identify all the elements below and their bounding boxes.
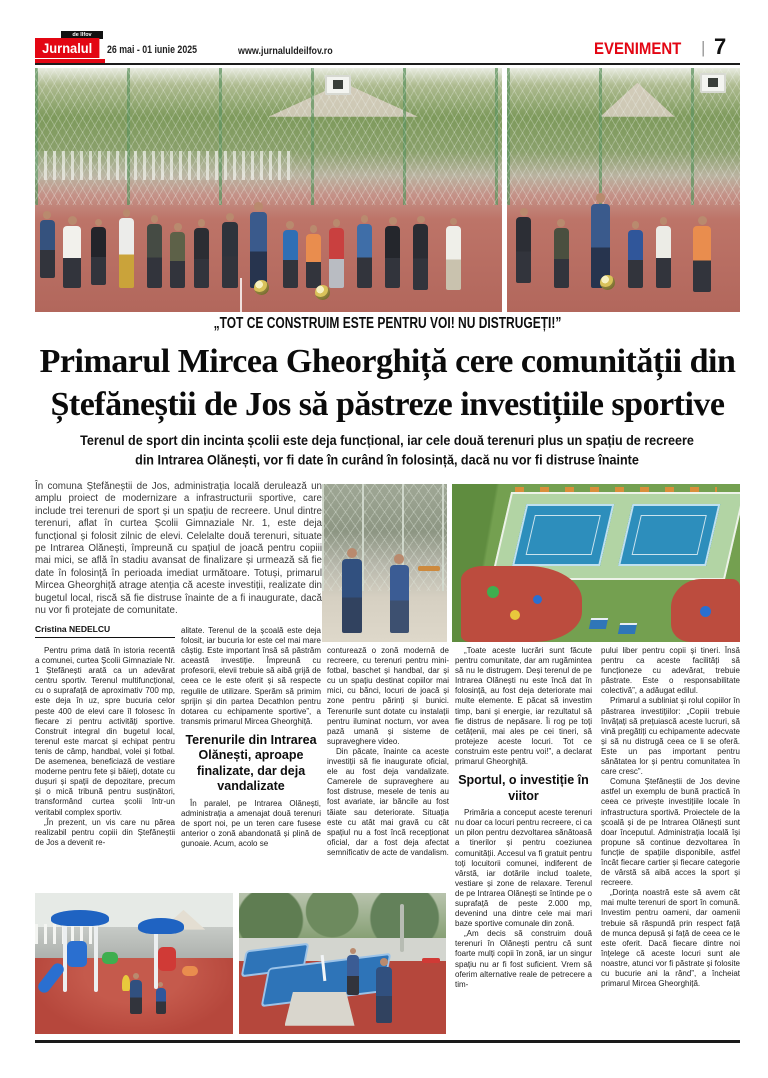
header-rule — [35, 63, 740, 65]
person-figure — [413, 216, 428, 291]
play-toy — [122, 975, 130, 991]
person-figure — [222, 213, 238, 288]
soccer-ball-icon — [315, 285, 330, 300]
basketball-backboard-icon — [325, 75, 351, 95]
play-structure-pole — [94, 918, 98, 991]
official-figure — [390, 554, 409, 633]
header-separator: | — [701, 38, 706, 57]
paragraph: alitate. Terenul de la școală este deja folosit, iar bucuria lor este cel mai mare câștig. Este important însă să păstrăm această investiție. Împreună cu profesorii, elevii trebuie să aibă grijă de ceea ce le este oferit și să respecte regulile de utilizare. Sperăm să primim sprijin și din partea Decathlon pentru dotarea cu echipamente sportive”, a transmis primarul Mircea Gheorghiță. — [181, 626, 321, 726]
person-figure — [306, 225, 321, 288]
photo-pingpong-tables — [239, 893, 446, 1034]
person-figure — [130, 973, 142, 1014]
paragraph: pului liber pentru copii și tineri. Însă pentru ca aceste facilități să funcționeze cu adevărat, trebuie păstrate. Este o responsabilitate colectivă”, a adăugat edilul. — [601, 646, 740, 696]
paragraph: Din păcate, înainte ca aceste investiții să fie inaugurate oficial, ele au fost deja vandalizate. Camerele de supraveghere au fost distruse, mesele de tenis au fost avariate, iar băncile au fost tăiate sau deteriorate. Situația este cu atât mai gravă cu cât spațiul nu a fost încă recepționat oficial, dar a fost deja afectat semnificativ de acte de vandalism. — [327, 746, 449, 857]
play-equipment-icon — [700, 606, 711, 617]
article-column-3 — [327, 646, 449, 889]
play-panel — [182, 966, 198, 976]
person-figure — [329, 219, 344, 288]
column-text — [181, 799, 321, 849]
person-figure — [283, 221, 298, 288]
logo-subtitle: de Ilfov — [61, 31, 103, 39]
mayor-figure — [591, 193, 610, 288]
logo-title: Jurnalul — [35, 38, 99, 58]
article-headline: Primarul Mircea Gheorghiță cere comunității din Ștefăneștii de Jos să păstreze investițiile sportive — [39, 343, 736, 423]
website-url: www.jurnaluldeilfov.ro — [238, 45, 333, 57]
official-figure — [342, 548, 362, 633]
goal-post — [400, 904, 404, 952]
paragraph: Comuna Ștefăneștii de Jos devine astfel un exemplu de bună practică în ceea ce privește investițiile locale în infrastructura sportivă. Proiectele de la școală și de pe Intrarea Olănești sunt doar începutul. Administrația locală își propune să continue dezvoltarea în funcție de spațiile disponibile, astfel încât fiecare cartier și fiecare categorie de vârstă să aibă acces la sport și recreere. — [601, 777, 740, 888]
chainlink-fence — [322, 484, 447, 591]
person-figure — [554, 219, 569, 288]
play-canopy — [51, 910, 109, 926]
person-figure — [170, 223, 185, 288]
photo-aerial-courts — [452, 484, 740, 642]
person-figure — [693, 216, 711, 292]
person-figure — [357, 215, 372, 288]
photo-mayor-ball — [507, 68, 740, 312]
person-figure — [628, 221, 643, 288]
official-figure — [347, 948, 359, 995]
photo-playground — [35, 893, 233, 1034]
column-text — [181, 626, 321, 727]
section-heading: Terenurile din Intrarea Olănești, aproape finalizate, dar deja vandalizate — [185, 732, 317, 794]
person-figure — [91, 219, 106, 286]
person-figure — [516, 208, 531, 283]
play-equipment-icon — [533, 595, 542, 604]
person-figure — [40, 211, 55, 278]
play-equipment-icon — [510, 610, 520, 620]
paragraph: Primăria a conceput aceste terenuri nu doar ca locuri pentru recreere, ci ca un pilon pentru dezvoltarea sănătoasă a tinerilor și pentru coeziunea comunității. Accesul va fi gratuit pentru toți locuitorii comunei, indiferent de vârstă, iar dotările includ toalete, vestiare și zone de relaxare. Terenul de pe Intrarea Olănești se întinde pe o suprafață de peste 2.000 mp, devenind una dintre cele mai mari baze sportive comunale din zonă. — [455, 808, 592, 929]
article-column-4 — [455, 646, 592, 1038]
play-panel — [67, 941, 87, 967]
mayor-figure — [250, 202, 267, 288]
person-figure — [63, 216, 81, 288]
pingpong-table-icon — [618, 623, 637, 634]
issue-date: 26 mai - 01 iunie 2025 — [107, 44, 198, 56]
paragraph: „Dorința noastră este să avem cât mai multe terenuri de sport în comună. Investim pentru oameni, dar oamenii trebuie să răspundă prin respect față de munca depusă și față de ceea ce le este oferit. Dacă fiecare dintre noi înțelege că aceste locuri sunt ale noastre, atunci vor fi păstrate și folosite cu bucurie ani la rând”, a încheiat primarul Mircea Gheorghiță. — [601, 888, 740, 989]
play-panel — [102, 952, 118, 964]
person-figure — [119, 209, 134, 288]
person-figure — [656, 217, 671, 288]
author-byline: Cristina NEDELCU — [35, 624, 175, 638]
paragraph: Pentru prima dată în istoria recentă a comunei, curtea Școlii Gimnaziale Nr. 1 Ștefănești arată ca un adevărat centru sportiv. Terenul multifuncțional, cu o suprafață de aproximativ 700 mp, este deja în uz, spre bucuria celor peste 400 de elevi care îl folosesc în fiecare zi pentru activități sportive. Construit integral din bugetul local, terenul este marcat și echipat pentru tenis de câmp, handbal, volei și fotbal. De asemenea, beneficiază de vestiare moderne pentru fete și băieți, dotate cu dușuri și spații de depozitare, precum și o mică tribună pentru susținători, transformând curtea școlii într-un veritabil complex sportiv. — [35, 646, 175, 817]
blue-court — [512, 504, 614, 566]
trees — [239, 893, 446, 938]
lead-paragraph: În comuna Ștefăneștii de Jos, administrația locală derulează un amplu proiect de modernizare a infrastructurii sportive, care include trei terenuri de sport și un spațiu de recreere. Unul dintre terenuri, aflat în curtea Școlii Gimnaziale Nr. 1, este deja funcțional și folosit zilnic de elevi. Celelalte două terenuri, situate pe Intrarea Olănești, împreună cu spațiul de joacă pentru copiii mai mici, se află în stadiu avansat de finalizare și urmează să fie date în folosință în perioada imediat următoare. Totuși, primarul Mircea Gheorghiță atrage atenția că aceste investiții, realizate din bugetul local, riscă să fie distruse înainte de a fi inaugurate, dacă nu vor fi protejate de comunitate. — [35, 481, 322, 617]
article-column-2 — [181, 626, 321, 892]
bench-icon — [418, 566, 440, 571]
photo-group-court — [35, 68, 502, 312]
blue-court — [618, 504, 720, 566]
paragraph: „Toate aceste lucrări sunt făcute pentru comunitate, dar am rugămintea să nu le distrugem. Deși terenul de pe Intrarea Olănești nu este încă dat în folosință, au fost deja deteriorate mai multe elemente. E păcat să investim timp, bani și energie, iar rezultatul să fie distrus de nepăsare. Îi rog pe toți cetățenii, mai ales pe cei tineri, să protejeze aceste locuri. Tot ce construim este pentru voi!”, a declarat primarul Gheorghiță. — [455, 646, 592, 767]
table-base — [285, 992, 355, 1026]
play-equipment-icon — [487, 586, 499, 598]
paragraph: În paralel, pe Intrarea Olănești, administrația a amenajat două terenuri de sport noi, pe un teren care fusese anterior o zonă abandonată și plină de gunoaie. Acum, acolo se — [181, 798, 321, 849]
paragraph: conturează o zonă modernă de recreere, cu terenuri pentru mini-fotbal, baschet și handbal, dar și cu un spațiu destinat copiilor mai mici, cu bănci, locuri de joacă și zone pentru părinți și bunici. Terenurile sunt dotate cu instalații pentru iluminat nocturn, vor avea pază umană și sisteme de supraveghere video. — [327, 646, 449, 746]
section-label: EVENIMENT — [594, 39, 682, 58]
banner-quote: „TOT CE CONSTRUIM ESTE PENTRU VOI! NU DISTRUGEȚI!” — [213, 314, 562, 333]
paragraph: Primarul a subliniat și rolul copiilor în păstrarea investițiilor: „Copiii trebuie învățați să prețuiască aceste lucruri, să vină pregătiți cu echipamente adecvate și să nu distrugă ceea ce li se oferă. Este un pas important pentru sănătatea lor și pentru comunitatea în care cresc”. — [601, 696, 740, 777]
play-canopy — [138, 918, 184, 934]
page-number: 7 — [714, 34, 727, 59]
person-figure — [147, 215, 162, 288]
photo-officials-walking — [322, 484, 447, 642]
paragraph: „Am decis să construim două terenuri în Olănești pentru că sunt foarte mulți copii în zonă, iar un singur spațiu nu ar fi fost suficient. Vrem să oferim alternative reale de petrecere a tim- — [455, 929, 592, 989]
section-heading: Sportul, o investiție în viitor — [458, 773, 589, 803]
bench-icon — [422, 958, 440, 963]
basketball-backboard-icon — [700, 73, 726, 93]
play-panel — [158, 947, 176, 971]
pingpong-table-icon — [589, 618, 608, 629]
official-figure — [376, 958, 392, 1023]
chainlink-fence — [35, 68, 502, 205]
column-text — [455, 646, 592, 767]
person-figure — [446, 218, 461, 291]
person-figure — [156, 982, 166, 1014]
article-column-5 — [601, 646, 740, 1038]
person-figure — [194, 219, 209, 288]
column-text — [455, 808, 592, 990]
newspaper-logo — [35, 31, 105, 64]
benches-row — [515, 487, 717, 492]
article-subheadline: Terenul de sport din incinta școlii este deja funcțional, iar cele două terenuri plus un spațiu de recreere din Intrarea Olănești, vor fi date în curând în folosință, dacă nu vor fi distruse înainte — [80, 432, 694, 468]
person-figure — [385, 217, 400, 288]
bottom-rule — [35, 1040, 740, 1043]
paragraph: „În prezent, un vis care nu părea realizabil pentru copiii din Ștefăneștii de Jos a devenit re- — [35, 817, 175, 847]
court-line — [240, 278, 242, 312]
article-column-1 — [35, 646, 175, 890]
playground-red-area — [461, 566, 582, 642]
